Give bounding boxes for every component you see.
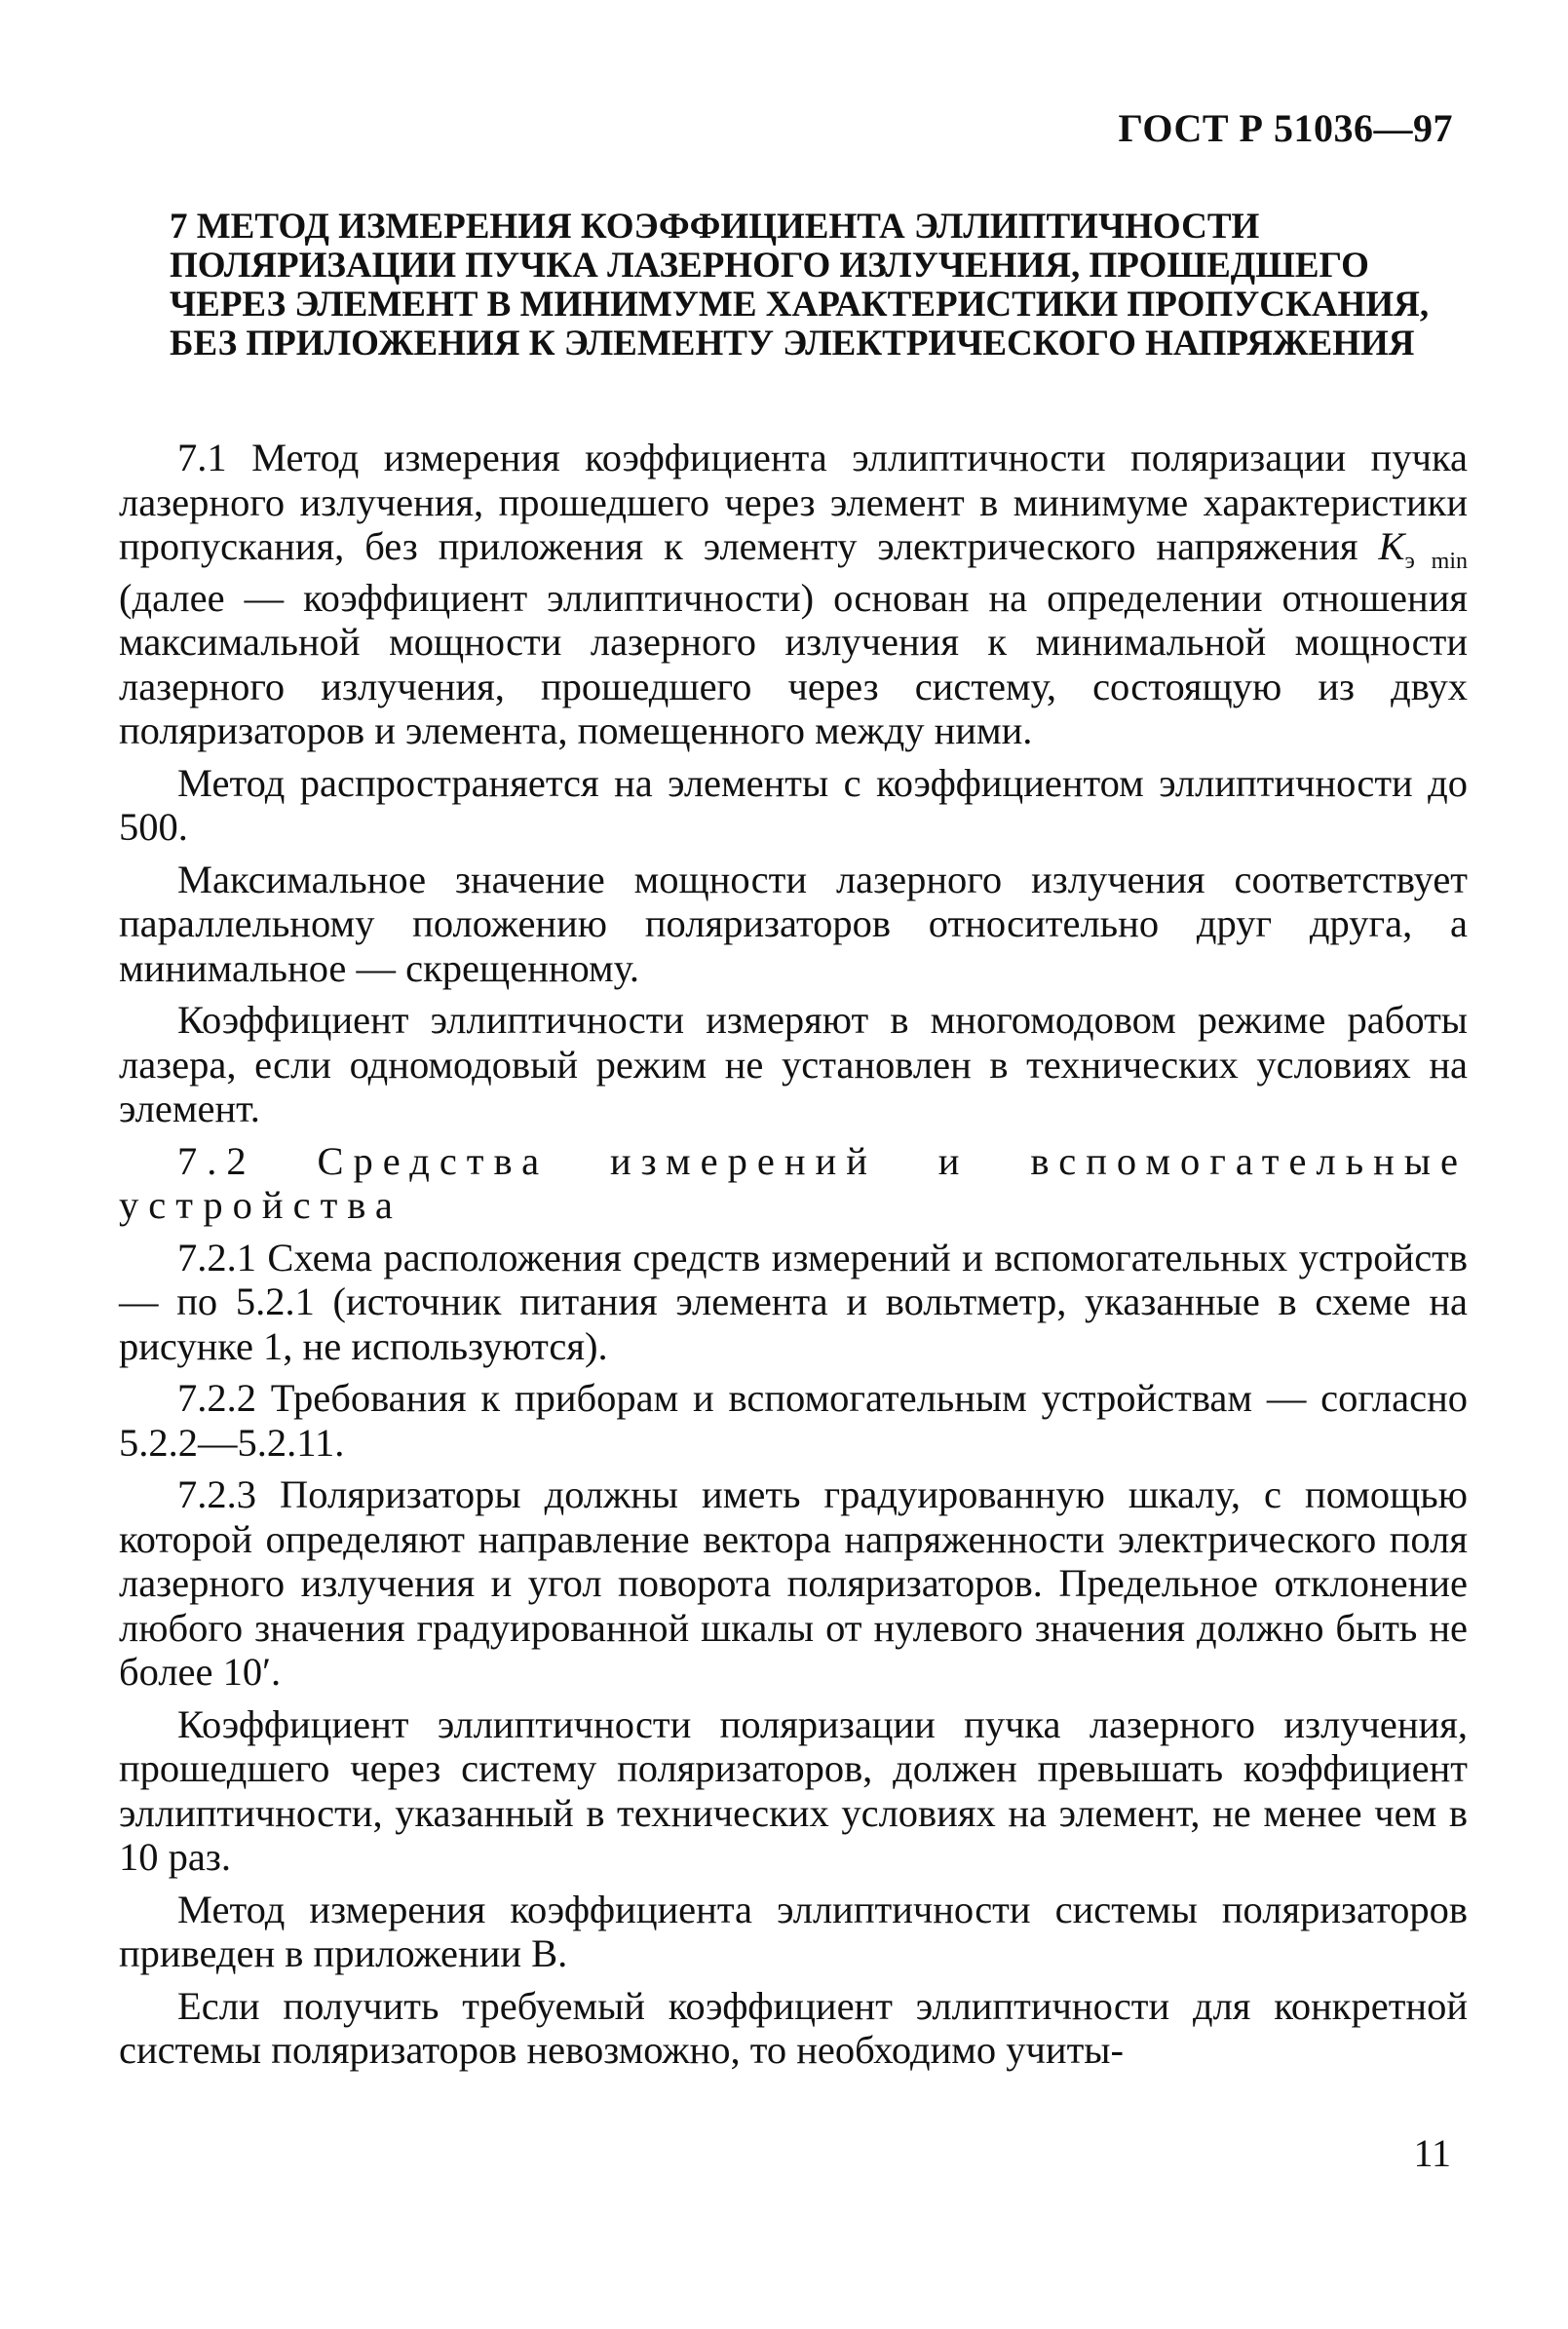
paragraph-last: Если получить требуемый коэффициент эллиптичности для конкретной системы поляризаторов невозможно, то необходимо учиты- bbox=[119, 1983, 1468, 2072]
page-number: 11 bbox=[1413, 2131, 1451, 2175]
paragraph-max-power: Максимальное значение мощности лазерного излучения соответствует параллельному положению поляризаторов относительно друг друга, а минимальное — скрещенному. bbox=[119, 857, 1468, 990]
paragraph-laser-mode: Коэффициент эллиптичности измеряют в многомодовом режиме работы лазера, если одномодовый режим не установлен в технических условиях на элемент. bbox=[119, 998, 1468, 1130]
paragraph-appendix: Метод измерения коэффициента эллиптичности системы поляризаторов приведен в приложении В. bbox=[119, 1887, 1468, 1975]
paragraph-polarizer-system: Коэффициент эллиптичности поляризации пучка лазерного излучения, прошедшего через систему поляризаторов, должен превышать коэффициент эллиптичности, указанный в технических условиях на элемент, не менее чем в 10 раз. bbox=[119, 1701, 1468, 1879]
paragraph-7-1-text-start: 7.1 Метод измерения коэффициента эллиптичности поляризации пучка лазерного излучения, прошедшего через элемент в минимуме характеристики пропускания, без приложения к элементу электрического напряжения bbox=[119, 436, 1468, 568]
coefficient-symbol-subscript: э min bbox=[1404, 549, 1468, 574]
paragraph-7-2-3: 7.2.3 Поляризаторы должны иметь градуированную шкалу, с помощью которой определяют направление вектора напряженности электрического поля лазерного излучения и угол поворота поляризаторов. Предельное отклонение любого значения градуированной шкалы от нулевого значения должно быть не более 10′. bbox=[119, 1472, 1468, 1694]
paragraph-7-2-1: 7.2.1 Схема расположения средств измерений и вспомогательных устройств — по 5.2.1 (источник питания элемента и вольтметр, указанные в схеме на рисунке 1, не используются). bbox=[119, 1235, 1468, 1368]
paragraph-7-1 bbox=[119, 436, 1468, 753]
section-title: 7 МЕТОД ИЗМЕРЕНИЯ КОЭФФИЦИЕНТА ЭЛЛИПТИЧНОСТИ ПОЛЯРИЗАЦИИ ПУЧКА ЛАЗЕРНОГО ИЗЛУЧЕНИЯ, ПРОШЕДШЕГО ЧЕРЕЗ ЭЛЕМЕНТ В МИНИМУМЕ ХАРАКТЕРИСТИКИ ПРОПУСКАНИЯ, БЕЗ ПРИЛОЖЕНИЯ К ЭЛЕМЕНТУ ЭЛЕКТРИЧЕСКОГО НАПРЯЖЕНИЯ bbox=[170, 207, 1430, 363]
paragraph-7-2-2: 7.2.2 Требования к приборам и вспомогательным устройствам — согласно 5.2.2—5.2.11. bbox=[119, 1376, 1468, 1465]
paragraph-7-2: 7.2 Средства измерений и вспомогательные устройства bbox=[119, 1138, 1468, 1227]
paragraph-7-1-text-end: (далее — коэффициент эллиптичности) основан на определении отношения максимальной мощности лазерного излучения к минимальной мощности лазерного излучения, прошедшего через систему, состоящую из двух поляризаторов и элемента, помещенного между ними. bbox=[119, 575, 1468, 752]
coefficient-symbol bbox=[1378, 524, 1468, 574]
document-number-header: ГОСТ Р 51036—97 bbox=[1118, 106, 1453, 150]
coefficient-symbol-letter: K bbox=[1378, 524, 1405, 568]
paragraph-range: Метод распространяется на элементы с коэффициентом эллиптичности до 500. bbox=[119, 760, 1468, 849]
document-body bbox=[119, 436, 1468, 2081]
